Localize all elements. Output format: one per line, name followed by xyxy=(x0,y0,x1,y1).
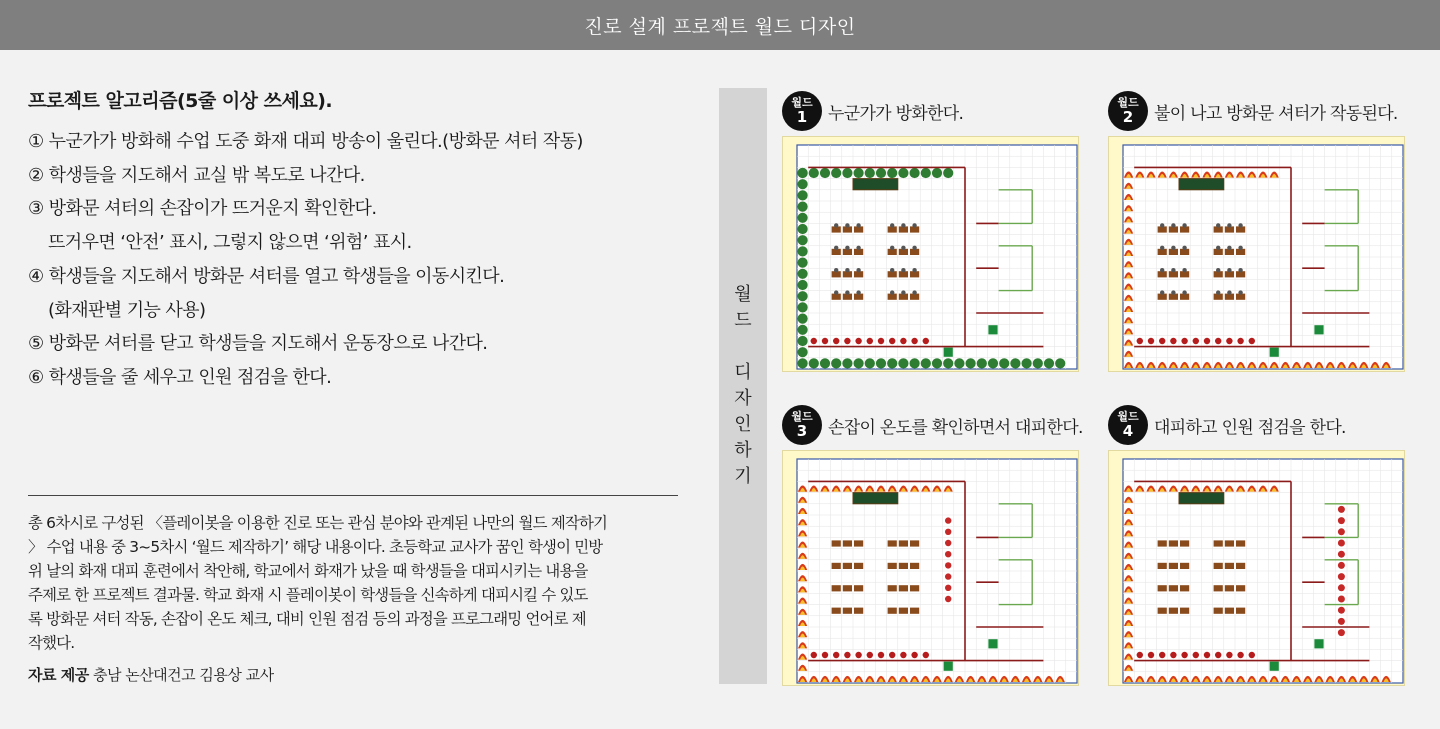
algorithm-step-continued: 뜨거우면 ‘안전’ 표시, 그렇지 않으면 ‘위험’ 표시. xyxy=(48,232,412,254)
world-panel-4 xyxy=(1108,404,1408,686)
world-header xyxy=(782,404,1082,446)
world-map-canvas xyxy=(1109,451,1404,685)
source-credit xyxy=(28,664,274,685)
page-title: 진로 설계 프로젝트 월드 디자인 xyxy=(584,15,856,38)
world-badge-number: 2 xyxy=(1122,108,1134,126)
page-header xyxy=(0,0,1440,50)
section-divider xyxy=(28,495,678,496)
world-panel-3 xyxy=(782,404,1082,686)
vertical-label-char: 드 xyxy=(734,310,752,331)
world-badge-number: 3 xyxy=(796,422,808,440)
world-badge-label: 월드 xyxy=(1117,410,1139,423)
caption-line: 총 6차시로 구성된 〈플레이봇을 이용한 진로 또는 관심 분야와 관계된 나만의 월드 제작하기 xyxy=(28,514,608,532)
vertical-label-char: 하 xyxy=(734,440,752,461)
vertical-label-char: 디 xyxy=(734,362,752,383)
caption-line: 위 날의 화재 대피 훈련에서 착안해, 학교에서 화재가 났을 때 학생들을 대피시키는 내용을 xyxy=(28,562,588,580)
algorithm-step: ① 누군가가 방화해 수업 도중 화재 대피 방송이 울린다.(방화문 셔터 작동) xyxy=(28,131,583,152)
world-panel-2 xyxy=(1108,90,1408,372)
world-badge-number: 1 xyxy=(796,108,808,126)
world-badge xyxy=(1108,405,1148,445)
world-header xyxy=(1108,90,1408,132)
world-badge-label: 월드 xyxy=(791,96,813,109)
caption-line: 록 방화문 셔터 작동, 손잡이 온도 체크, 대비 인원 점검 등의 과정을 프로그래밍 언어로 제 xyxy=(28,610,586,628)
world-header xyxy=(1108,404,1408,446)
world-caption: 손잡이 온도를 확인하면서 대피한다. xyxy=(828,417,1083,438)
world-badge-label: 월드 xyxy=(1117,96,1139,109)
world-map xyxy=(782,450,1079,686)
vertical-label xyxy=(719,88,767,684)
world-caption: 불이 나고 방화문 셔터가 작동된다. xyxy=(1154,103,1398,124)
algorithm-step: ⑤ 방화문 셔터를 닫고 학생들을 지도해서 운동장으로 나간다. xyxy=(28,333,488,355)
world-map-canvas xyxy=(783,137,1078,371)
source-label: 자료 제공 xyxy=(28,666,89,684)
world-panel-1 xyxy=(782,90,1082,372)
caption-line: 작했다. xyxy=(28,634,75,652)
algorithm-section xyxy=(28,86,678,395)
algorithm-step: ② 학생들을 지도해서 교실 밖 복도로 나간다. xyxy=(28,164,365,186)
world-map xyxy=(782,136,1079,372)
world-map-canvas xyxy=(783,451,1078,685)
vertical-label-char: 월 xyxy=(734,284,752,305)
world-badge-label: 월드 xyxy=(791,410,813,423)
world-caption: 누군가가 방화한다. xyxy=(828,103,964,124)
world-map-canvas xyxy=(1109,137,1404,371)
world-badge xyxy=(782,91,822,131)
world-header xyxy=(782,90,1082,132)
vertical-label-char: 인 xyxy=(734,414,752,435)
vertical-label-char: 기 xyxy=(734,466,752,487)
world-badge-number: 4 xyxy=(1122,422,1134,440)
caption-line: 주제로 한 프로젝트 결과물. 학교 화재 시 플레이봇이 학생들을 신속하게 대피시킬 수 있도 xyxy=(28,586,588,604)
world-map xyxy=(1108,450,1405,686)
caption-text xyxy=(28,511,680,655)
world-badge xyxy=(782,405,822,445)
algorithm-step: ⑥ 학생들을 줄 세우고 인원 점검을 한다. xyxy=(28,366,332,388)
world-badge xyxy=(1108,91,1148,131)
caption-line: 〉 수업 내용 중 3~5차시 ‘월드 제작하기’ 해당 내용이다. 초등학교 교사가 꿈인 학생이 민방 xyxy=(28,538,603,556)
algorithm-step: ④ 학생들을 지도해서 방화문 셔터를 열고 학생들을 이동시킨다. xyxy=(28,265,505,287)
world-map xyxy=(1108,136,1405,372)
algorithm-step: ③ 방화문 셔터의 손잡이가 뜨거운지 확인한다. xyxy=(28,198,377,220)
source-text: 충남 논산대건고 김용상 교사 xyxy=(88,666,274,684)
algorithm-step-continued: (화재판별 기능 사용) xyxy=(48,299,206,321)
algorithm-title: 프로젝트 알고리즘(5줄 이상 쓰세요). xyxy=(28,90,333,112)
vertical-label-char: 자 xyxy=(734,388,752,409)
world-caption: 대피하고 인원 점검을 한다. xyxy=(1154,417,1346,438)
